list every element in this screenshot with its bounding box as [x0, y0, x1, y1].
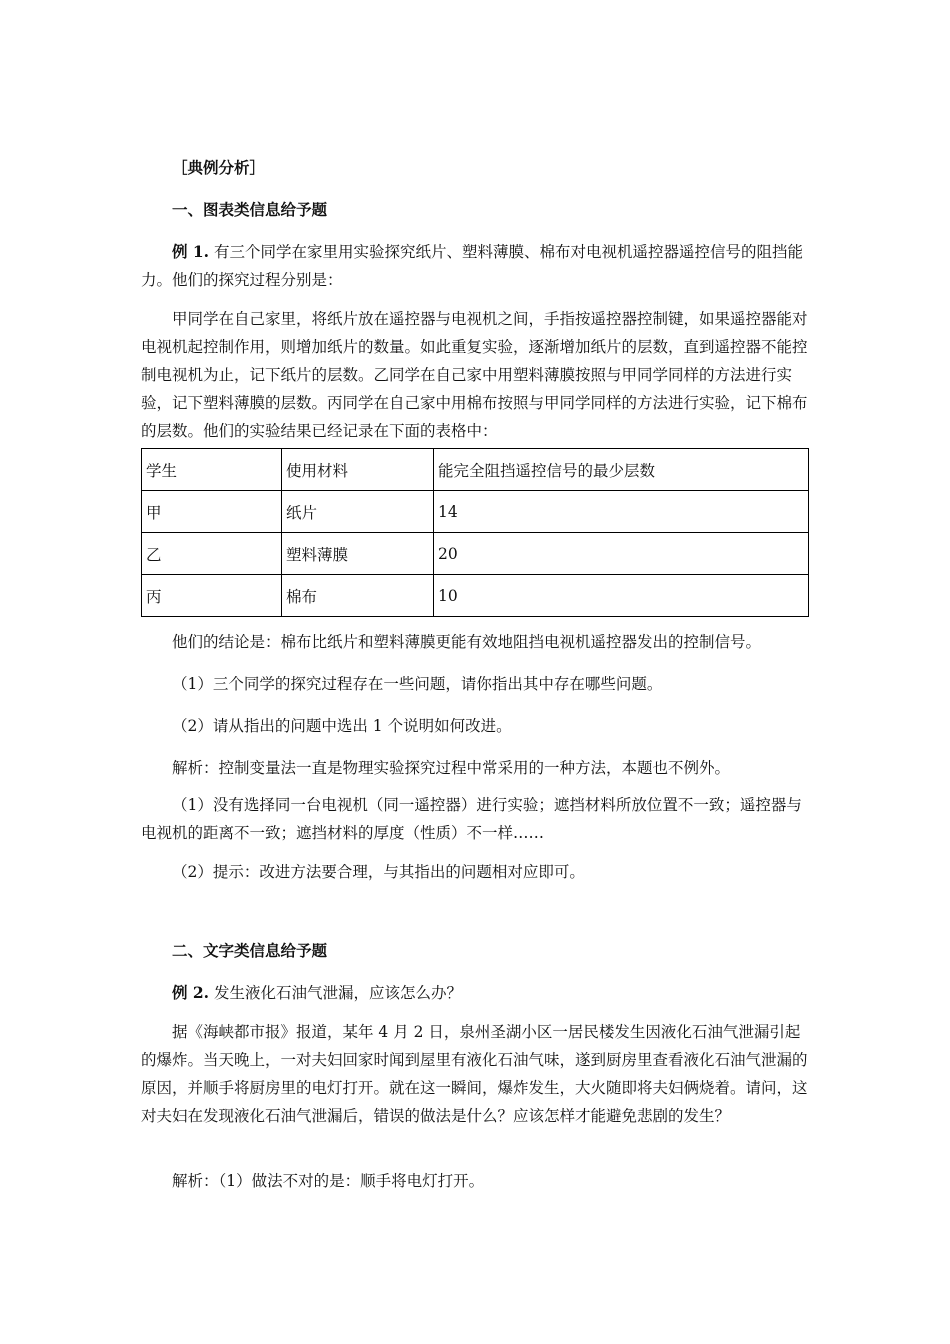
example2-question-text: 发生液化石油气泄漏，应该怎么办？ — [214, 984, 463, 1002]
table-cell: 棉布 — [282, 575, 434, 617]
table-cell: 纸片 — [282, 491, 434, 533]
table-cell: 塑料薄膜 — [282, 533, 434, 575]
table-header-row — [142, 449, 809, 491]
table-row — [142, 491, 809, 533]
example1-answer-1: （1）没有选择同一台电视机（同一遥控器）进行实验；遮挡材料所放位置不一致；遥控器与电视机的距离不一致；遮挡材料的厚度（性质）不一样…… — [141, 796, 802, 842]
table-cell: 乙 — [142, 533, 282, 575]
example2-question — [172, 979, 462, 1007]
table-row — [142, 575, 809, 617]
example1-paragraph: 甲同学在自己家里，将纸片放在遥控器与电视机之间，手指按遥控器控制键，如果遥控器能对电视机起控制作用，则增加纸片的数量。如此重复实验，逐渐增加纸片的层数，直到遥控器不能控制电视机为止，记下纸片的层数。乙同学在自己家中用塑料薄膜按照与甲同学同样的方法进行实验，记下塑料薄膜的层数。丙同学在自己家中用棉布按照与甲同学同样的方法进行实验，记下棉布的层数。他们的实验结果已经记录在下面的表格中： — [141, 310, 808, 440]
example1-label: 例 1. — [172, 242, 210, 261]
example2-paragraph: 据《海峡都市报》报道，某年 4 月 2 日，泉州圣湖小区一居民楼发生因液化石油气泄漏引起的爆炸。当天晚上，一对夫妇回家时闻到屋里有液化石油气味，遂到厨房里查看液化石油气泄漏的原因，并顺手将厨房里的电灯打开。就在这一瞬间，爆炸发生，大火随即将夫妇俩烧着。请问，这对夫妇在发现液化石油气泄漏后，错误的做法是什么？应该怎样才能避免悲剧的发生？ — [141, 1023, 808, 1125]
example2-label: 例 2. — [172, 983, 210, 1002]
example1-question — [141, 238, 809, 294]
table-header-cell: 能完全阻挡遥控信号的最少层数 — [434, 449, 809, 491]
example1-answer-2: （2）提示：改进方法要合理，与其指出的问题相对应即可。 — [172, 863, 585, 881]
table-header-cell: 使用材料 — [282, 449, 434, 491]
part1-title: 一、图表类信息给予题 — [172, 200, 328, 219]
table-row — [142, 533, 809, 575]
example1-analysis: 解析：控制变量法一直是物理实验探究过程中常采用的一种方法，本题也不例外。 — [172, 759, 731, 777]
example1-question-2: （2）请从指出的问题中选出 1 个说明如何改进。 — [172, 717, 512, 735]
table-cell: 10 — [434, 575, 809, 617]
example1-conclusion: 他们的结论是：棉布比纸片和塑料薄膜更能有效地阻挡电视机遥控器发出的控制信号。 — [172, 633, 762, 651]
table-cell: 甲 — [142, 491, 282, 533]
example1-question-text: 有三个同学在家里用实验探究纸片、塑料薄膜、棉布对电视机遥控器遥控信号的阻挡能力。他们的探究过程分别是： — [141, 243, 804, 289]
example2-analysis: 解析：（1）做法不对的是：顺手将电灯打开。 — [172, 1172, 485, 1190]
results-table — [141, 448, 809, 617]
section-header: ［典例分析］ — [172, 158, 266, 177]
table-cell: 丙 — [142, 575, 282, 617]
table-cell: 20 — [434, 533, 809, 575]
table-header-cell: 学生 — [142, 449, 282, 491]
part2-title: 二、文字类信息给予题 — [172, 941, 328, 960]
example1-question-1: （1）三个同学的探究过程存在一些问题，请你指出其中存在哪些问题。 — [172, 675, 663, 693]
table-cell: 14 — [434, 491, 809, 533]
